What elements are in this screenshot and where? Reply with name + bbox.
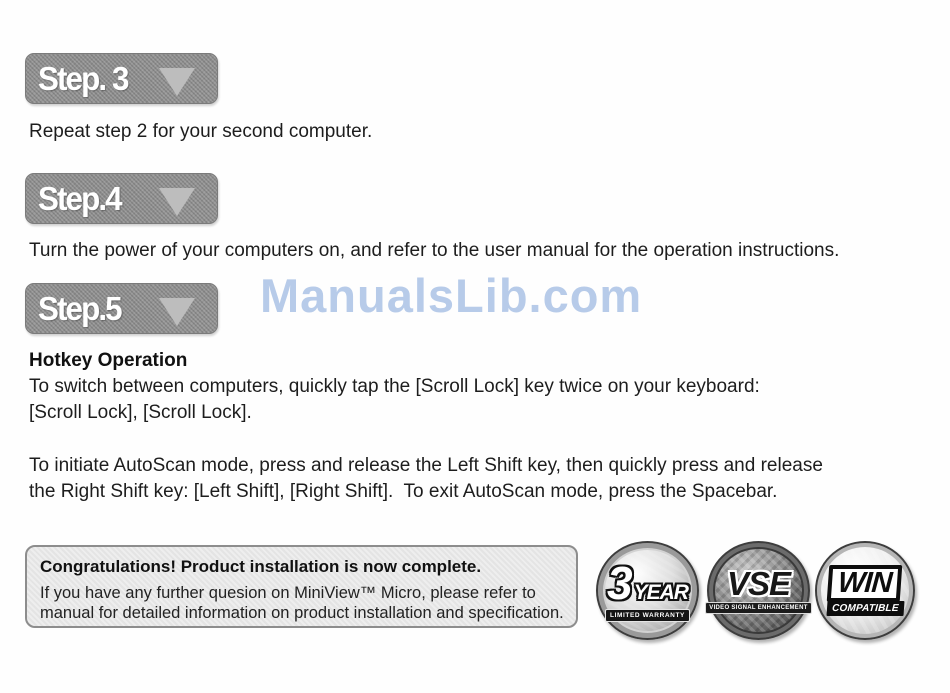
step4-badge bbox=[25, 173, 218, 224]
congratulations-box bbox=[25, 545, 578, 628]
congratulations-title: Congratulations! Product installation is now complete. bbox=[40, 557, 482, 576]
manualslib-watermark: ManualsLib.com bbox=[260, 269, 643, 322]
vse-badge-icon bbox=[707, 541, 810, 640]
triangle-down-icon bbox=[159, 188, 195, 216]
triangle-down-icon bbox=[159, 68, 195, 96]
hotkey-para1-line1: To switch between computers, quickly tap the [Scroll Lock] key twice on your keyboard: bbox=[29, 376, 760, 397]
step5-label: Step.5 bbox=[38, 290, 121, 327]
badge-year-text: YEAR bbox=[633, 580, 688, 604]
badge-3-text: 3 bbox=[607, 556, 633, 609]
hotkey-heading: Hotkey Operation bbox=[29, 350, 188, 371]
step5-badge bbox=[25, 283, 218, 334]
hotkey-para2-line2: the Right Shift key: [Left Shift], [Right Shift]. To exit AutoScan mode, press the Spacebar. bbox=[29, 481, 778, 502]
step3-label: Step. 3 bbox=[38, 60, 128, 97]
congratulations-body-line2: manual for detailed information on product installation and specification. bbox=[40, 604, 564, 622]
video-signal-enhancement-label: VIDEO SIGNAL ENHANCEMENT bbox=[705, 602, 811, 614]
win-compatible-badge-icon bbox=[815, 541, 915, 640]
limited-warranty-label: LIMITED WARRANTY bbox=[605, 609, 690, 622]
three-year-text-row bbox=[607, 556, 688, 609]
triangle-down-icon bbox=[159, 298, 195, 326]
step3-text: Repeat step 2 for your second computer. bbox=[29, 121, 373, 142]
hotkey-para2-line1: To initiate AutoScan mode, press and release the Left Shift key, then quickly press and release bbox=[29, 455, 823, 476]
step4-text: Turn the power of your computers on, and refer to the user manual for the operation instructions. bbox=[29, 240, 840, 261]
three-year-warranty-badge-icon bbox=[596, 541, 699, 640]
step4-label: Step.4 bbox=[38, 180, 121, 217]
step3-badge bbox=[25, 53, 218, 104]
congratulations-body-line1: If you have any further quesion on MiniView™ Micro, please refer to bbox=[40, 584, 536, 602]
hotkey-para1-line2: [Scroll Lock], [Scroll Lock]. bbox=[29, 402, 252, 423]
compatible-label: COMPATIBLE bbox=[826, 601, 904, 616]
vse-text: VSE bbox=[726, 565, 791, 602]
win-text: WIN bbox=[837, 567, 893, 599]
win-box bbox=[827, 565, 903, 602]
